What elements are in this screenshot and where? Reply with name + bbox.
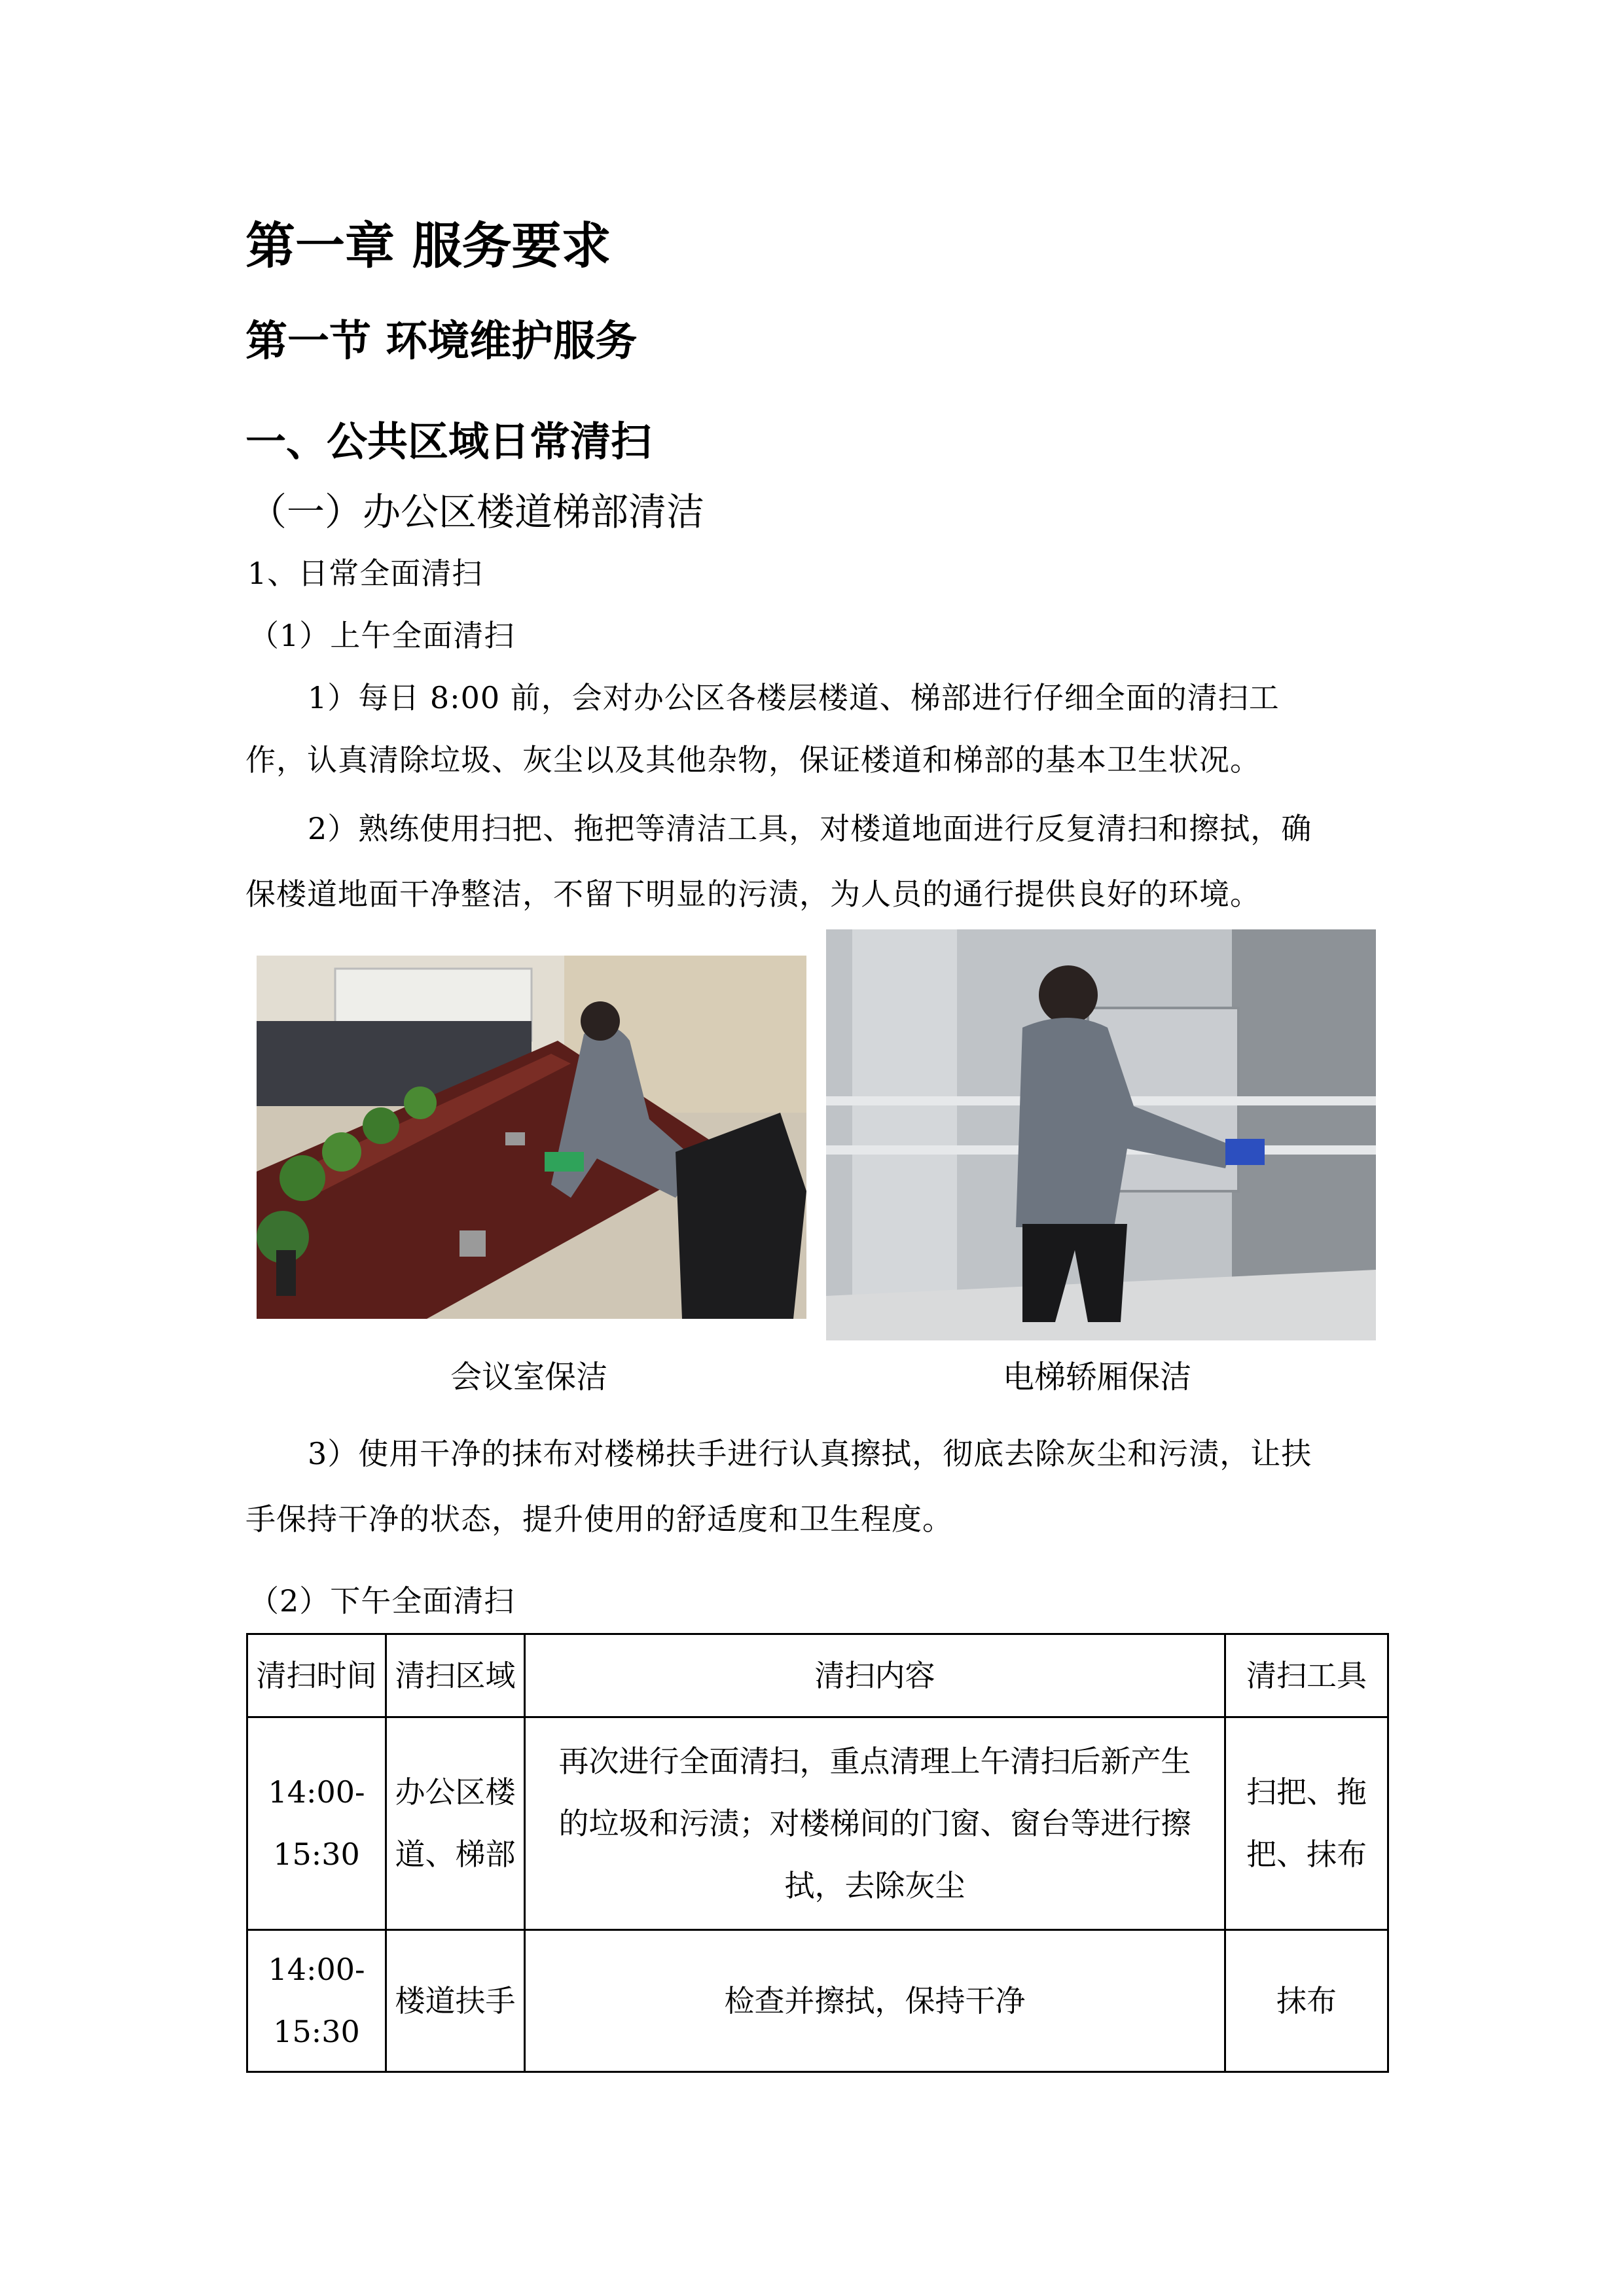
table-header-cell: 清扫工具 [1226, 1635, 1387, 1718]
elevator-photo [826, 929, 1376, 1340]
table-row-area: 办公区楼 道、梯部 [387, 1718, 526, 1931]
table-row-content: 检查并擦拭，保持干净 [526, 1931, 1226, 2071]
table-row-content: 再次进行全面清扫，重点清理上午清扫后新产生 的垃圾和污渍；对楼梯间的门窗、窗台等进行擦 拭，去除灰尘 [526, 1718, 1226, 1931]
table-row-area: 楼道扶手 [387, 1931, 526, 2071]
paragraph-line: 3）使用干净的抹布对楼梯扶手进行认真擦拭，彻底去除灰尘和污渍，让扶 [308, 1436, 1312, 1471]
meeting-room-photo [257, 956, 806, 1319]
photo-caption: 会议室保洁 [450, 1359, 608, 1395]
table-header-cell: 清扫区域 [387, 1635, 526, 1718]
chapter-title: 第一章 服务要求 [245, 217, 611, 275]
cleaning-schedule-table [246, 1633, 1389, 2073]
photo-caption: 电梯轿厢保洁 [1003, 1359, 1192, 1395]
sub-item-heading: （1）上午全面清扫 [249, 618, 515, 653]
table-row-time: 14:00- 15:30 [248, 1718, 387, 1931]
paragraph-line: 手保持干净的状态，提升使用的舒适度和卫生程度。 [245, 1501, 953, 1537]
sub-item-heading: （2）下午全面清扫 [249, 1583, 515, 1619]
table-row-time: 14:00- 15:30 [248, 1931, 387, 2071]
paragraph-line: 1）每日 8:00 前，会对办公区各楼层楼道、梯部进行仔细全面的清扫工 [308, 680, 1280, 715]
table-row-tools: 扫把、拖 把、抹布 [1226, 1718, 1387, 1931]
table-header-cell: 清扫内容 [526, 1635, 1226, 1718]
item-title: （一）办公区楼道梯部清洁 [249, 490, 705, 534]
subsection-title: 一、公共区域日常清扫 [245, 418, 652, 465]
table-header-cell: 清扫时间 [248, 1635, 387, 1718]
section-title: 第一节 环境维护服务 [245, 317, 638, 366]
table-row-tools: 抹布 [1276, 1982, 1337, 2018]
paragraph-line: 保楼道地面干净整洁，不留下明显的污渍，为人员的通行提供良好的环境。 [245, 876, 1261, 912]
paragraph-line: 作，认真清除垃圾、灰尘以及其他杂物，保证楼道和梯部的基本卫生状况。 [245, 742, 1261, 778]
sub-item-heading: 1、日常全面清扫 [247, 556, 483, 591]
paragraph-line: 2）熟练使用扫把、拖把等清洁工具，对楼道地面进行反复清扫和擦拭，确 [308, 811, 1312, 846]
